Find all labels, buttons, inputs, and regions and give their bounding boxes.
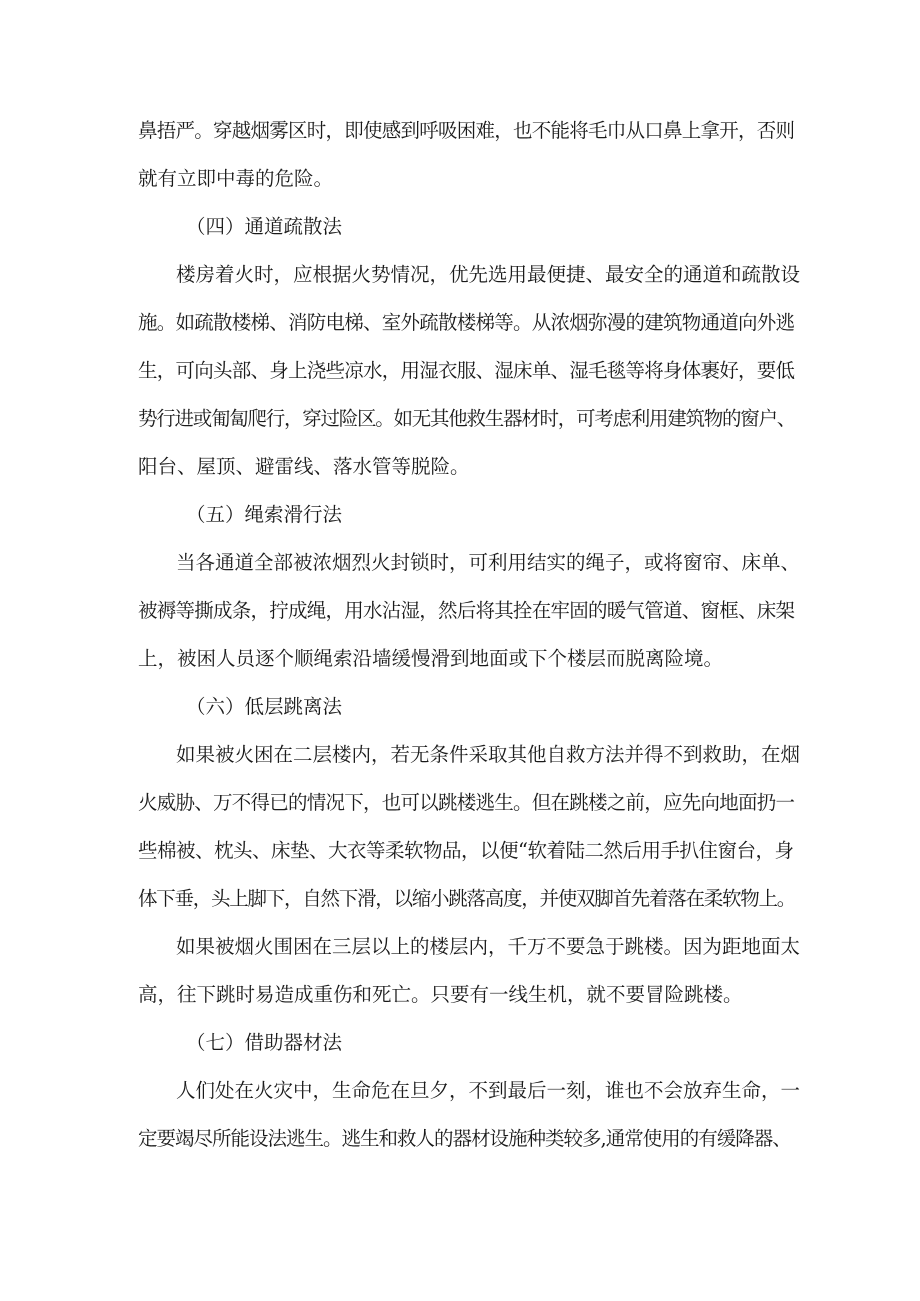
paragraph-line: 被褥等撕成条，拧成绳，用水沾湿，然后将其拴在牢固的暖气管道、窗框、床架 [138, 599, 795, 622]
paragraph-line: 当各通道全部被浓烟烈火封锁时，可利用结实的绳子，或将窗帘、床单、 [176, 551, 801, 574]
section-heading: （六）低层跳离法 [186, 695, 343, 718]
paragraph-line: 体下垂，头上脚下，自然下滑，以缩小跳落高度，并使双脚首先着落在柔软物上。 [138, 887, 796, 910]
paragraph-line: 楼房着火时，应根据火势情况，优先选用最便捷、最安全的通道和疏散设 [176, 263, 801, 286]
paragraph-line: 高，往下跳时易造成重伤和死亡。只要有一线生机，就不要冒险跳楼。 [138, 983, 743, 1006]
paragraph-line: 如果被火困在二层楼内，若无条件采取其他自救方法并得不到救助，在烟 [176, 743, 801, 766]
section-heading: （七）借助器材法 [186, 1031, 343, 1054]
paragraph-line: 鼻捂严。穿越烟雾区时，即使感到呼吸困难，也不能将毛巾从口鼻上拿开，否则 [138, 119, 795, 142]
paragraph-line: 些棉被、枕头、床垫、大衣等柔软物品，以便“软着陆二然后用手扒住窗台，身 [138, 839, 794, 862]
section-heading: （四）通道疏散法 [186, 215, 343, 238]
paragraph-line: 火威胁、万不得已的情况下，也可以跳楼逃生。但在跳楼之前，应先向地面扔一 [138, 791, 795, 814]
paragraph-line: 势行进或匍匐爬行，穿过险区。如无其他救生器材时，可考虑利用建筑物的窗户、 [138, 407, 796, 430]
paragraph-line: 上，被困人员逐个顺绳索沿墙缓慢滑到地面或下个楼层而脱离险境。 [138, 647, 724, 670]
paragraph-line: 就有立即中毒的危险。 [138, 167, 334, 190]
section-heading: （五）绳索滑行法 [186, 503, 343, 526]
paragraph-line: 定要竭尽所能设法逃生。逃生和救人的器材设施种类较多,通常使用的有缓降器、 [138, 1127, 791, 1150]
paragraph-line: 生，可向头部、身上浇些凉水，用湿衣服、湿床单、湿毛毯等将身体裹好，要低 [138, 359, 795, 382]
paragraph-line: 如果被烟火围困在三层以上的楼层内，千万不要急于跳楼。因为距地面太 [176, 935, 801, 958]
paragraph-line: 施。如疏散楼梯、消防电梯、室外疏散楼梯等。从浓烟弥漫的建筑物通道向外逃 [138, 311, 795, 334]
paragraph-line: 人们处在火灾中，生命危在旦夕，不到最后一刻，谁也不会放弃生命，一 [176, 1079, 801, 1102]
paragraph-line: 阳台、屋顶、避雷线、落水管等脱险。 [138, 455, 470, 478]
